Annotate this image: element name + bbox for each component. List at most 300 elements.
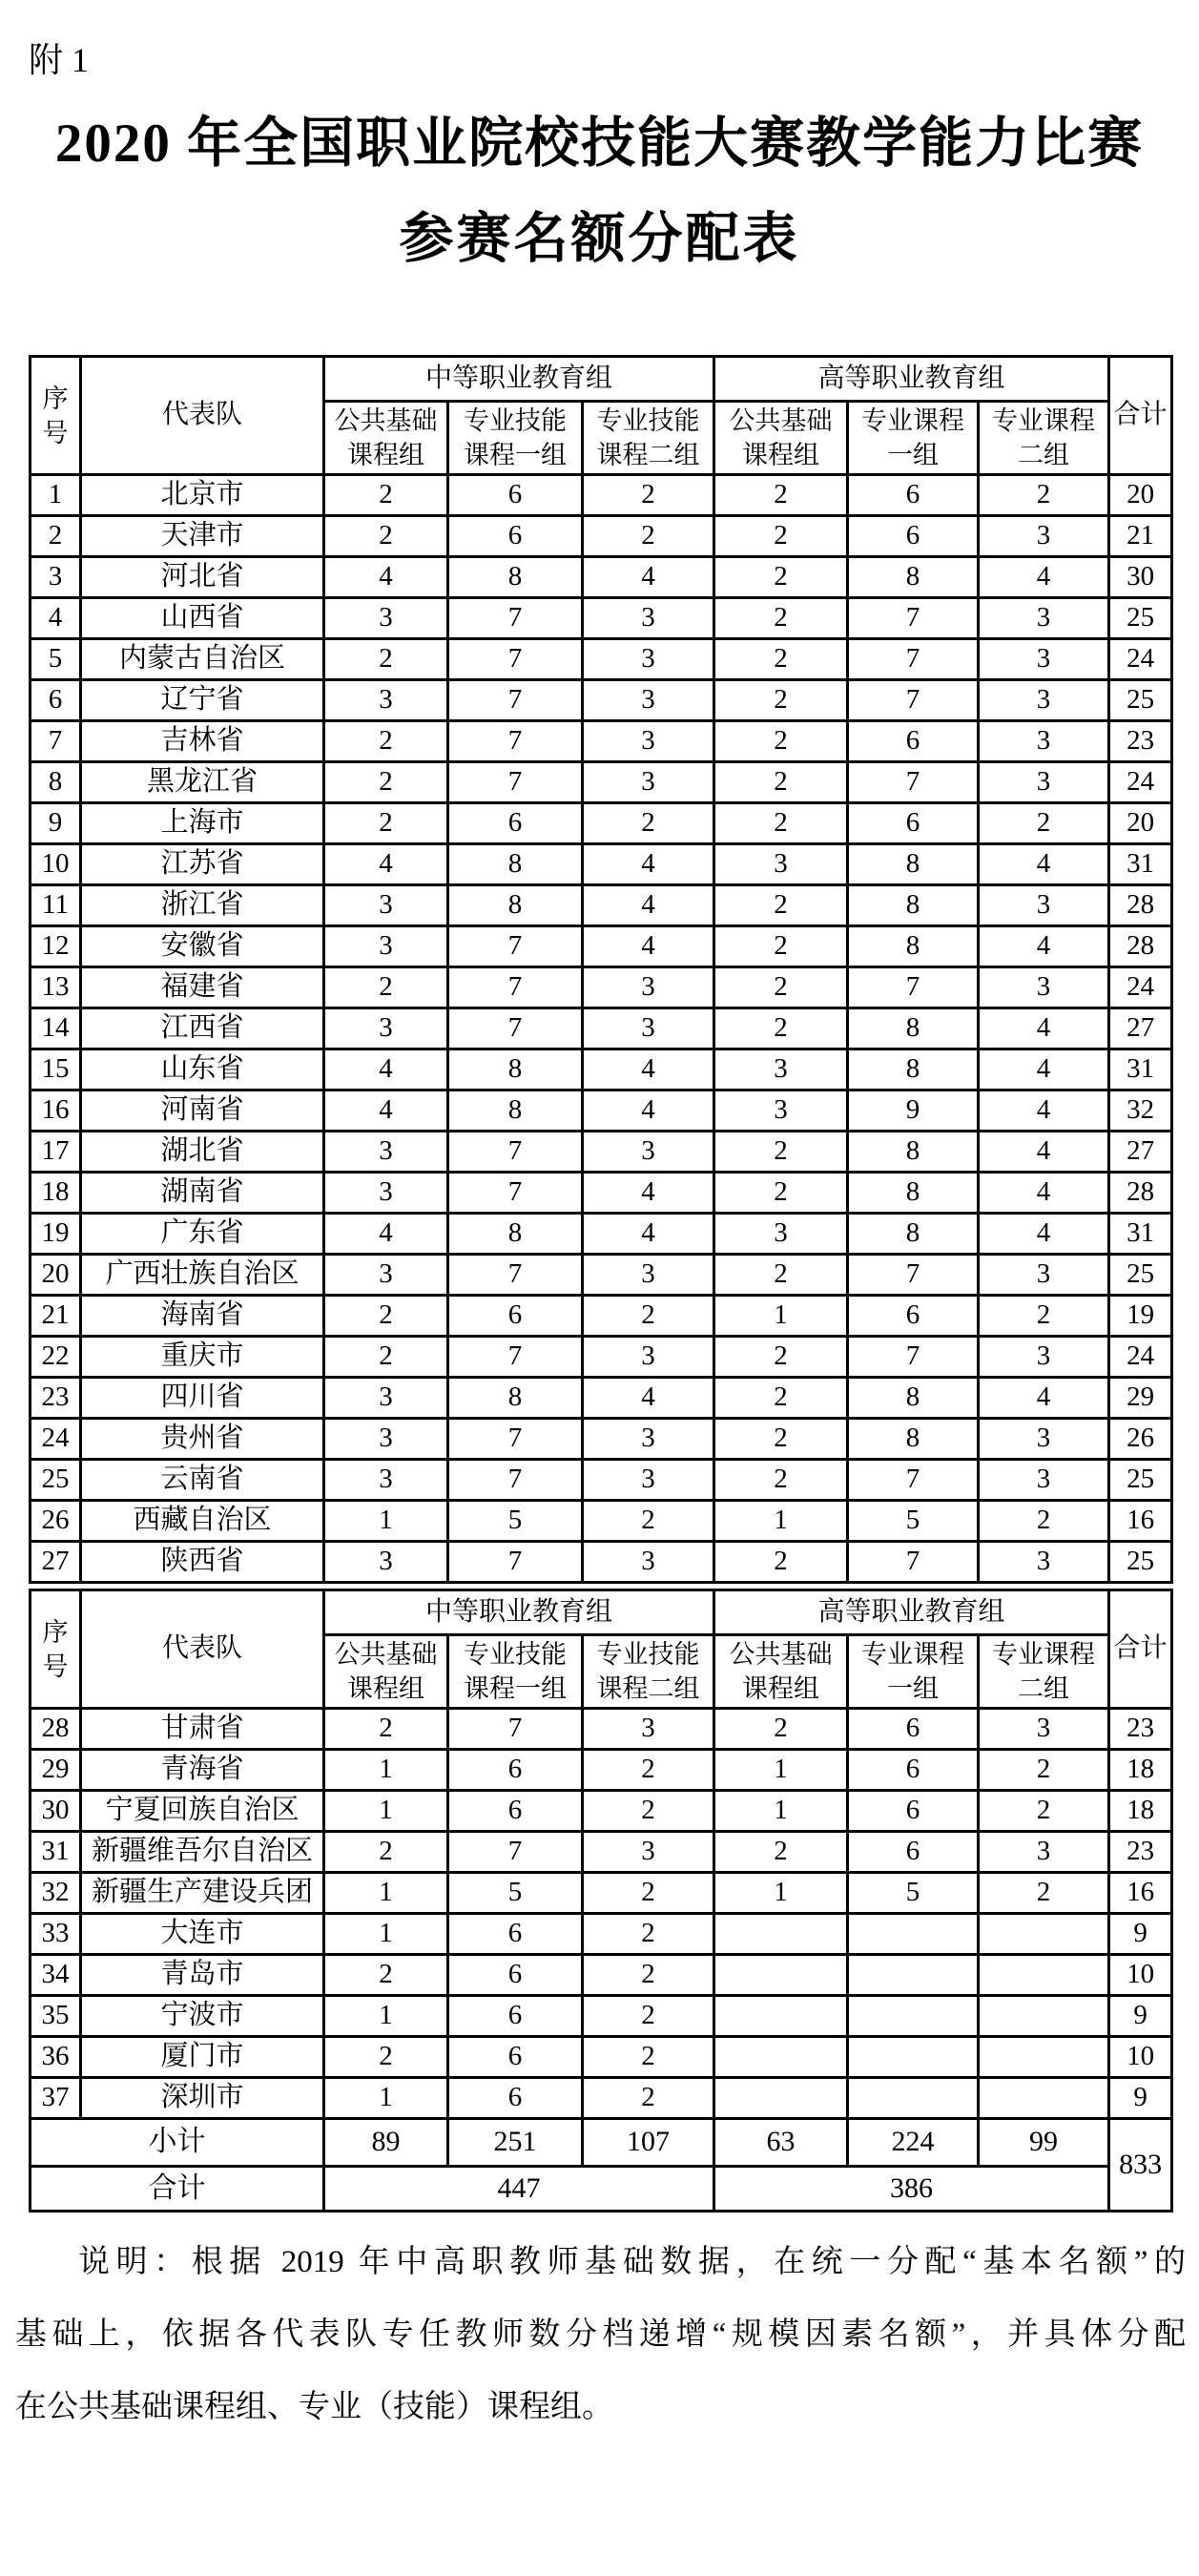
attachment-label: 附 1: [29, 41, 90, 79]
table-row: [31, 1049, 1172, 1091]
value-cell-1: 6: [448, 516, 583, 557]
value-cell-1: 7: [448, 598, 583, 639]
value-cell-4: 6: [848, 1750, 979, 1791]
value-cell-1: 7: [448, 1709, 583, 1750]
subtotal-label: 小计: [31, 2119, 324, 2167]
value-cell-3: 2: [714, 1173, 848, 1214]
value-cell-4: [848, 1996, 979, 2037]
value-cell-1: 8: [448, 1091, 583, 1132]
value-cell-1: 7: [448, 1419, 583, 1460]
team-cell: 大连市: [81, 1914, 324, 1955]
row-total-cell: 9: [1109, 2078, 1172, 2119]
value-cell-2: 4: [583, 557, 714, 598]
value-cell-5: 4: [979, 1214, 1109, 1255]
row-total-cell: 25: [1109, 680, 1172, 721]
team-cell: 青海省: [81, 1750, 324, 1791]
document-title-line-2: 参赛名额分配表: [399, 209, 800, 269]
value-cell-4: 8: [848, 1214, 979, 1255]
value-cell-0: 3: [324, 598, 448, 639]
value-cell-2: 3: [583, 598, 714, 639]
value-cell-2: 4: [583, 1378, 714, 1419]
table-row: [31, 1832, 1172, 1873]
value-cell-1: 8: [448, 1049, 583, 1091]
team-cell: 重庆市: [81, 1337, 324, 1378]
header-sub-5: 专业课程 二组: [979, 1635, 1109, 1709]
table-row: [31, 1460, 1172, 1501]
value-cell-0: 3: [324, 1419, 448, 1460]
value-cell-4: 7: [848, 762, 979, 803]
value-cell-5: 2: [979, 1296, 1109, 1337]
team-cell: 山西省: [81, 598, 324, 639]
value-cell-3: 1: [714, 1501, 848, 1542]
team-cell: 新疆维吾尔自治区: [81, 1832, 324, 1873]
seq-cell: 25: [31, 1460, 81, 1501]
value-cell-3: 2: [714, 516, 848, 557]
value-cell-1: 7: [448, 967, 583, 1008]
table-row: [31, 1173, 1172, 1214]
value-cell-0: 2: [324, 475, 448, 516]
table-row: [31, 926, 1172, 967]
table-row: [31, 1132, 1172, 1173]
value-cell-1: 7: [448, 1132, 583, 1173]
subtotal-value-3: 63: [714, 2119, 848, 2167]
team-cell: 内蒙古自治区: [81, 639, 324, 680]
value-cell-5: 3: [979, 1337, 1109, 1378]
table-row: [31, 762, 1172, 803]
seq-cell: 8: [31, 762, 81, 803]
value-cell-2: 2: [583, 1996, 714, 2037]
value-cell-1: 7: [448, 680, 583, 721]
subtotal-value-4: 224: [848, 2119, 979, 2167]
quota-table-part-1: [29, 355, 1173, 1584]
value-cell-5: 4: [979, 926, 1109, 967]
value-cell-5: 4: [979, 1091, 1109, 1132]
value-cell-3: [714, 2037, 848, 2078]
value-cell-2: 3: [583, 1460, 714, 1501]
header-grand-total: 合计: [1109, 357, 1172, 475]
note-line-2: 基础上，依据各代表队专任教师数分档递增“规模因素名额”，并具体分配: [15, 2317, 1186, 2352]
value-cell-3: 2: [714, 1419, 848, 1460]
value-cell-1: 7: [448, 1832, 583, 1873]
value-cell-1: 6: [448, 2078, 583, 2119]
value-cell-5: 3: [979, 1542, 1109, 1583]
value-cell-3: 2: [714, 1378, 848, 1419]
team-cell: 宁夏回族自治区: [81, 1791, 324, 1832]
seq-cell: 10: [31, 844, 81, 885]
seq-cell: 17: [31, 1132, 81, 1173]
value-cell-3: [714, 2078, 848, 2119]
team-cell: 北京市: [81, 475, 324, 516]
value-cell-4: 7: [848, 967, 979, 1008]
row-total-cell: 20: [1109, 803, 1172, 844]
row-total-cell: 24: [1109, 1337, 1172, 1378]
value-cell-4: [848, 1955, 979, 1996]
value-cell-3: 3: [714, 844, 848, 885]
table-row: [31, 1008, 1172, 1049]
value-cell-2: 3: [583, 967, 714, 1008]
team-cell: 河南省: [81, 1091, 324, 1132]
value-cell-2: 3: [583, 1832, 714, 1873]
seq-cell: 4: [31, 598, 81, 639]
seq-cell: 13: [31, 967, 81, 1008]
row-total-cell: 28: [1109, 1173, 1172, 1214]
row-total-cell: 25: [1109, 598, 1172, 639]
table-row: [31, 885, 1172, 926]
value-cell-3: 2: [714, 680, 848, 721]
seq-cell: 3: [31, 557, 81, 598]
header-sub-2: 专业技能 课程二组: [583, 402, 714, 475]
value-cell-1: 6: [448, 803, 583, 844]
value-cell-1: 6: [448, 1750, 583, 1791]
value-cell-0: 4: [324, 1091, 448, 1132]
team-cell: 黑龙江省: [81, 762, 324, 803]
value-cell-5: 2: [979, 475, 1109, 516]
row-total-cell: 16: [1109, 1501, 1172, 1542]
row-total-cell: 19: [1109, 1296, 1172, 1337]
team-cell: 湖南省: [81, 1173, 324, 1214]
value-cell-3: 2: [714, 803, 848, 844]
seq-cell: 27: [31, 1542, 81, 1583]
value-cell-1: 7: [448, 762, 583, 803]
value-cell-2: 3: [583, 721, 714, 762]
value-cell-1: 7: [448, 1542, 583, 1583]
value-cell-5: [979, 2078, 1109, 2119]
value-cell-2: 3: [583, 680, 714, 721]
note-paragraph: [15, 2226, 1186, 2443]
value-cell-0: 1: [324, 1750, 448, 1791]
value-cell-5: [979, 2037, 1109, 2078]
value-cell-5: 4: [979, 1173, 1109, 1214]
value-cell-2: 2: [583, 803, 714, 844]
value-cell-1: 8: [448, 1214, 583, 1255]
table-row: [31, 2037, 1172, 2078]
grand-label: 合计: [31, 2167, 324, 2212]
value-cell-4: 6: [848, 1832, 979, 1873]
table-row: [31, 1378, 1172, 1419]
header-sub-3: 公共基础 课程组: [714, 402, 848, 475]
value-cell-4: 7: [848, 639, 979, 680]
value-cell-2: 4: [583, 885, 714, 926]
value-cell-2: 2: [583, 1501, 714, 1542]
table-row: [31, 1914, 1172, 1955]
row-total-cell: 30: [1109, 557, 1172, 598]
subtotal-value-0: 89: [324, 2119, 448, 2167]
value-cell-5: 2: [979, 1750, 1109, 1791]
seq-cell: 36: [31, 2037, 81, 2078]
table-row: [31, 1996, 1172, 2037]
row-total-cell: 9: [1109, 1996, 1172, 2037]
seq-cell: 34: [31, 1955, 81, 1996]
value-cell-2: 2: [583, 1296, 714, 1337]
value-cell-0: 3: [324, 680, 448, 721]
value-cell-5: 4: [979, 1378, 1109, 1419]
value-cell-0: 2: [324, 2037, 448, 2078]
team-cell: 新疆生产建设兵团: [81, 1873, 324, 1914]
value-cell-4: 7: [848, 1337, 979, 1378]
value-cell-3: 2: [714, 1460, 848, 1501]
value-cell-0: 2: [324, 1955, 448, 1996]
header-sub-5: 专业课程 二组: [979, 402, 1109, 475]
seq-cell: 1: [31, 475, 81, 516]
table-row: [31, 639, 1172, 680]
table-row: [31, 1955, 1172, 1996]
header-team: 代表队: [81, 1590, 324, 1709]
value-cell-1: 7: [448, 1337, 583, 1378]
value-cell-1: 5: [448, 1501, 583, 1542]
value-cell-0: 2: [324, 516, 448, 557]
value-cell-0: 1: [324, 1914, 448, 1955]
table-row: [31, 475, 1172, 516]
value-cell-5: 3: [979, 1419, 1109, 1460]
team-cell: 云南省: [81, 1460, 324, 1501]
team-cell: 贵州省: [81, 1419, 324, 1460]
value-cell-5: 3: [979, 516, 1109, 557]
value-cell-1: 6: [448, 1914, 583, 1955]
value-cell-4: 5: [848, 1873, 979, 1914]
value-cell-3: 3: [714, 1049, 848, 1091]
row-total-cell: 23: [1109, 721, 1172, 762]
value-cell-1: 6: [448, 475, 583, 516]
note-line-1: 说明：根据 2019 年中高职教师基础数据，在统一分配“基本名额”的: [78, 2245, 1186, 2279]
row-total-cell: 23: [1109, 1832, 1172, 1873]
row-total-cell: 10: [1109, 1955, 1172, 1996]
value-cell-0: 3: [324, 1378, 448, 1419]
header-group-row: [31, 357, 1172, 402]
value-cell-5: 4: [979, 1008, 1109, 1049]
row-total-cell: 29: [1109, 1378, 1172, 1419]
value-cell-4: 6: [848, 1791, 979, 1832]
value-cell-1: 7: [448, 1255, 583, 1296]
value-cell-3: 2: [714, 1132, 848, 1173]
value-cell-0: 3: [324, 1542, 448, 1583]
seq-cell: 26: [31, 1501, 81, 1542]
value-cell-0: 3: [324, 1255, 448, 1296]
row-total-cell: 24: [1109, 762, 1172, 803]
team-cell: 青岛市: [81, 1955, 324, 1996]
row-total-cell: 31: [1109, 1214, 1172, 1255]
team-cell: 湖北省: [81, 1132, 324, 1173]
value-cell-4: 7: [848, 598, 979, 639]
value-cell-4: 7: [848, 1255, 979, 1296]
row-total-cell: 16: [1109, 1873, 1172, 1914]
value-cell-2: 4: [583, 1049, 714, 1091]
header-sub-3: 公共基础 课程组: [714, 1635, 848, 1709]
value-cell-0: 2: [324, 639, 448, 680]
header-sub-4: 专业课程 一组: [848, 402, 979, 475]
value-cell-0: 3: [324, 1460, 448, 1501]
row-total-cell: 31: [1109, 844, 1172, 885]
row-total-cell: 28: [1109, 885, 1172, 926]
value-cell-5: 3: [979, 721, 1109, 762]
seq-cell: 14: [31, 1008, 81, 1049]
table-row: [31, 1296, 1172, 1337]
value-cell-2: 2: [583, 516, 714, 557]
value-cell-0: 2: [324, 721, 448, 762]
row-total-cell: 31: [1109, 1049, 1172, 1091]
value-cell-0: 4: [324, 1214, 448, 1255]
row-total-cell: 18: [1109, 1791, 1172, 1832]
value-cell-3: 2: [714, 885, 848, 926]
value-cell-0: 3: [324, 926, 448, 967]
header-sub-2: 专业技能 课程二组: [583, 1635, 714, 1709]
grand-total-row: [31, 2167, 1172, 2212]
team-cell: 河北省: [81, 557, 324, 598]
value-cell-3: 2: [714, 1008, 848, 1049]
subtotal-row: [31, 2119, 1172, 2167]
value-cell-1: 6: [448, 1296, 583, 1337]
value-cell-5: 3: [979, 1255, 1109, 1296]
table-row: [31, 557, 1172, 598]
header-sub-1: 专业技能 课程一组: [448, 402, 583, 475]
value-cell-5: 2: [979, 1501, 1109, 1542]
value-cell-3: 2: [714, 1709, 848, 1750]
subtotal-value-2: 107: [583, 2119, 714, 2167]
value-cell-0: 1: [324, 1501, 448, 1542]
value-cell-0: 4: [324, 557, 448, 598]
value-cell-5: 3: [979, 639, 1109, 680]
table-row: [31, 1542, 1172, 1583]
quota-table-part-2: [29, 1589, 1173, 2212]
value-cell-0: 3: [324, 1173, 448, 1214]
value-cell-1: 8: [448, 557, 583, 598]
team-cell: 上海市: [81, 803, 324, 844]
value-cell-4: 8: [848, 557, 979, 598]
table-row: [31, 1091, 1172, 1132]
team-cell: 甘肃省: [81, 1709, 324, 1750]
value-cell-0: 3: [324, 885, 448, 926]
value-cell-2: 4: [583, 844, 714, 885]
value-cell-4: 8: [848, 1132, 979, 1173]
value-cell-2: 3: [583, 1255, 714, 1296]
value-cell-4: 9: [848, 1091, 979, 1132]
value-cell-2: 3: [583, 1709, 714, 1750]
note-line-3: 在公共基础课程组、专业（技能）课程组。: [15, 2390, 613, 2424]
team-cell: 福建省: [81, 967, 324, 1008]
value-cell-2: 3: [583, 1337, 714, 1378]
value-cell-3: 2: [714, 639, 848, 680]
seq-cell: 35: [31, 1996, 81, 2037]
value-cell-3: 2: [714, 1542, 848, 1583]
header-sub-0: 公共基础 课程组: [324, 1635, 448, 1709]
team-cell: 安徽省: [81, 926, 324, 967]
value-cell-1: 7: [448, 926, 583, 967]
value-cell-4: 6: [848, 1296, 979, 1337]
value-cell-4: 6: [848, 475, 979, 516]
value-cell-5: 3: [979, 1709, 1109, 1750]
value-cell-1: 6: [448, 1955, 583, 1996]
value-cell-5: [979, 1914, 1109, 1955]
team-cell: 海南省: [81, 1296, 324, 1337]
seq-cell: 2: [31, 516, 81, 557]
value-cell-4: 8: [848, 1008, 979, 1049]
value-cell-2: 2: [583, 1955, 714, 1996]
value-cell-3: 1: [714, 1750, 848, 1791]
seq-cell: 22: [31, 1337, 81, 1378]
value-cell-1: 8: [448, 844, 583, 885]
value-cell-2: 4: [583, 1091, 714, 1132]
row-total-cell: 21: [1109, 516, 1172, 557]
seq-cell: 28: [31, 1709, 81, 1750]
header-group-mid: 中等职业教育组: [324, 357, 714, 402]
seq-cell: 33: [31, 1914, 81, 1955]
team-cell: 浙江省: [81, 885, 324, 926]
seq-cell: 15: [31, 1049, 81, 1091]
value-cell-5: 3: [979, 680, 1109, 721]
seq-cell: 9: [31, 803, 81, 844]
team-cell: 山东省: [81, 1049, 324, 1091]
value-cell-4: 5: [848, 1501, 979, 1542]
value-cell-2: 3: [583, 639, 714, 680]
value-cell-5: 4: [979, 1049, 1109, 1091]
team-cell: 广东省: [81, 1214, 324, 1255]
value-cell-0: 2: [324, 1709, 448, 1750]
value-cell-4: 6: [848, 721, 979, 762]
value-cell-0: 2: [324, 967, 448, 1008]
value-cell-5: 3: [979, 967, 1109, 1008]
value-cell-2: 4: [583, 1173, 714, 1214]
value-cell-2: 2: [583, 2037, 714, 2078]
value-cell-1: 8: [448, 885, 583, 926]
team-cell: 宁波市: [81, 1996, 324, 2037]
row-total-cell: 10: [1109, 2037, 1172, 2078]
value-cell-3: [714, 1914, 848, 1955]
value-cell-4: 8: [848, 1173, 979, 1214]
value-cell-3: 2: [714, 762, 848, 803]
table-row: [31, 680, 1172, 721]
seq-cell: 16: [31, 1091, 81, 1132]
value-cell-1: 7: [448, 1008, 583, 1049]
table-row: [31, 1709, 1172, 1750]
value-cell-4: [848, 1914, 979, 1955]
value-cell-1: 6: [448, 2037, 583, 2078]
value-cell-5: 2: [979, 1873, 1109, 1914]
value-cell-3: [714, 1996, 848, 2037]
value-cell-4: 8: [848, 926, 979, 967]
value-cell-2: 2: [583, 1914, 714, 1955]
value-cell-4: 8: [848, 1049, 979, 1091]
row-total-cell: 24: [1109, 639, 1172, 680]
seq-cell: 19: [31, 1214, 81, 1255]
row-total-cell: 25: [1109, 1255, 1172, 1296]
value-cell-4: [848, 2037, 979, 2078]
value-cell-0: 4: [324, 844, 448, 885]
value-cell-0: 4: [324, 1049, 448, 1091]
team-cell: 江苏省: [81, 844, 324, 885]
row-total-cell: 25: [1109, 1460, 1172, 1501]
value-cell-2: 4: [583, 926, 714, 967]
table-row: [31, 844, 1172, 885]
value-cell-3: 2: [714, 557, 848, 598]
value-cell-2: 3: [583, 1419, 714, 1460]
team-cell: 西藏自治区: [81, 1501, 324, 1542]
table-row: [31, 1419, 1172, 1460]
value-cell-0: 1: [324, 2078, 448, 2119]
value-cell-3: [714, 1955, 848, 1996]
team-cell: 广西壮族自治区: [81, 1255, 324, 1296]
team-cell: 厦门市: [81, 2037, 324, 2078]
seq-cell: 20: [31, 1255, 81, 1296]
value-cell-5: 2: [979, 1791, 1109, 1832]
team-cell: 陕西省: [81, 1542, 324, 1583]
subtotal-value-1: 251: [448, 2119, 583, 2167]
value-cell-1: 7: [448, 721, 583, 762]
value-cell-2: 3: [583, 762, 714, 803]
seq-cell: 11: [31, 885, 81, 926]
value-cell-4: 8: [848, 1378, 979, 1419]
value-cell-3: 1: [714, 1791, 848, 1832]
grand-mid-total: 447: [324, 2167, 714, 2212]
header-team: 代表队: [81, 357, 324, 475]
